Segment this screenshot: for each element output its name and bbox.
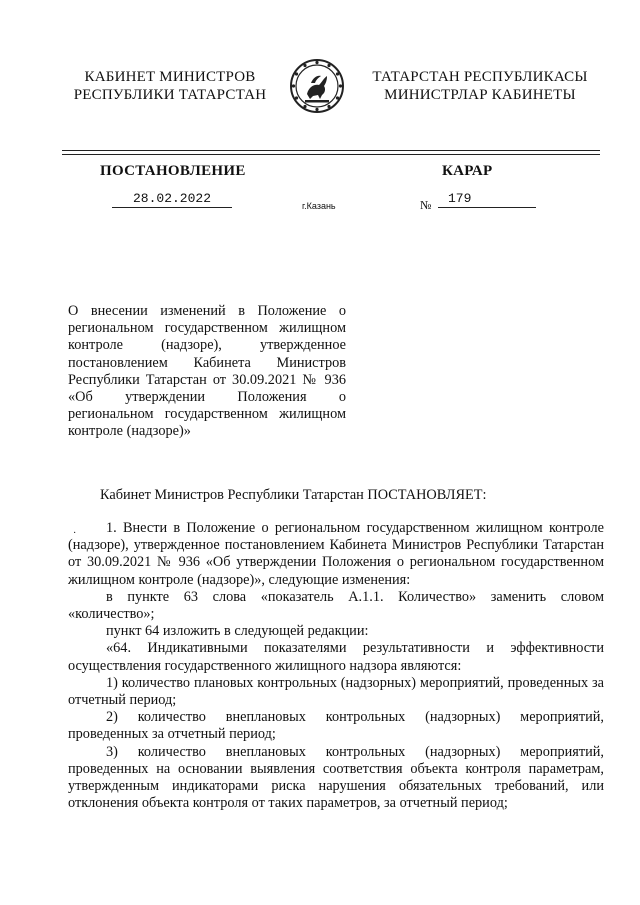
header-right-line2: МИНИСТРЛАР КАБИНЕТЫ xyxy=(384,87,576,103)
body-paragraph: 1) количество плановых контрольных (надзорных) мероприятий, проведенных за отчетный период; xyxy=(68,674,604,709)
doc-city: г.Казань xyxy=(302,201,336,211)
tatarstan-coat-of-arms-icon xyxy=(289,58,345,114)
doc-body xyxy=(68,520,604,812)
header-left-line2: РЕСПУБЛИКИ ТАТАРСТАН xyxy=(73,87,267,103)
header-divider-bottom xyxy=(62,154,600,155)
body-paragraph: в пункте 63 слова «показатель А.1.1. Количество» заменить словом «количество»; xyxy=(68,588,604,623)
doc-preamble: Кабинет Министров Республики Татарстан ПОСТАНОВЛЯЕТ: xyxy=(100,487,487,503)
header-left-line1: КАБИНЕТ МИНИСТРОВ xyxy=(84,69,256,85)
body-paragraph: 2) количество внеплановых контрольных (надзорных) мероприятий, проведенных за отчетный период; xyxy=(68,709,604,743)
body-paragraph: 3) количество внеплановых контрольных (надзорных) мероприятий, проведенных на основании выявления соответствия объекта контроля параметрам, утвержденным индикаторами риска нарушения обязательных требований, или отклонения объекта контроля от таких параметров, за отчетный период; xyxy=(68,743,604,812)
doc-type-tatar: КАРАР xyxy=(442,163,493,179)
doc-type-russian: ПОСТАНОВЛЕНИЕ xyxy=(100,163,246,179)
header-left xyxy=(60,68,280,104)
body-paragraph: «64. Индикативными показателями результативности и эффективности осуществления государственного жилищного надзора являются: xyxy=(68,640,604,674)
body-paragraph: 1. Внести в Положение о региональном государственном жилищном контроле (надзоре), утвержденное постановлением Кабинета Министров Республики Татарстан от 30.09.2021 № 936 «Об утверждении Положения о региональном государственном жилищном контроле (надзоре)», следующие изменения: xyxy=(68,520,604,588)
doc-subject: О внесении изменений в Положение о региональном государственном жилищном контроле (надзоре), утвержденное постановлением Кабинета Министров Республики Татарстан от 30.09.2021 № 936 «Об утверждении Положения о региональном государственном жилищном контроле (надзоре)» xyxy=(68,303,346,440)
doc-date: 28.02.2022 xyxy=(112,191,232,208)
doc-number-sign: № xyxy=(420,198,432,212)
header-right-line1: ТАТАРСТАН РЕСПУБЛИКАСЫ xyxy=(372,69,588,85)
header-divider-top xyxy=(62,150,600,151)
body-paragraph: пункт 64 изложить в следующей редакции: xyxy=(106,623,369,640)
header-right xyxy=(360,68,600,104)
margin-dot: · xyxy=(73,528,77,539)
doc-number: 179 xyxy=(438,191,536,208)
